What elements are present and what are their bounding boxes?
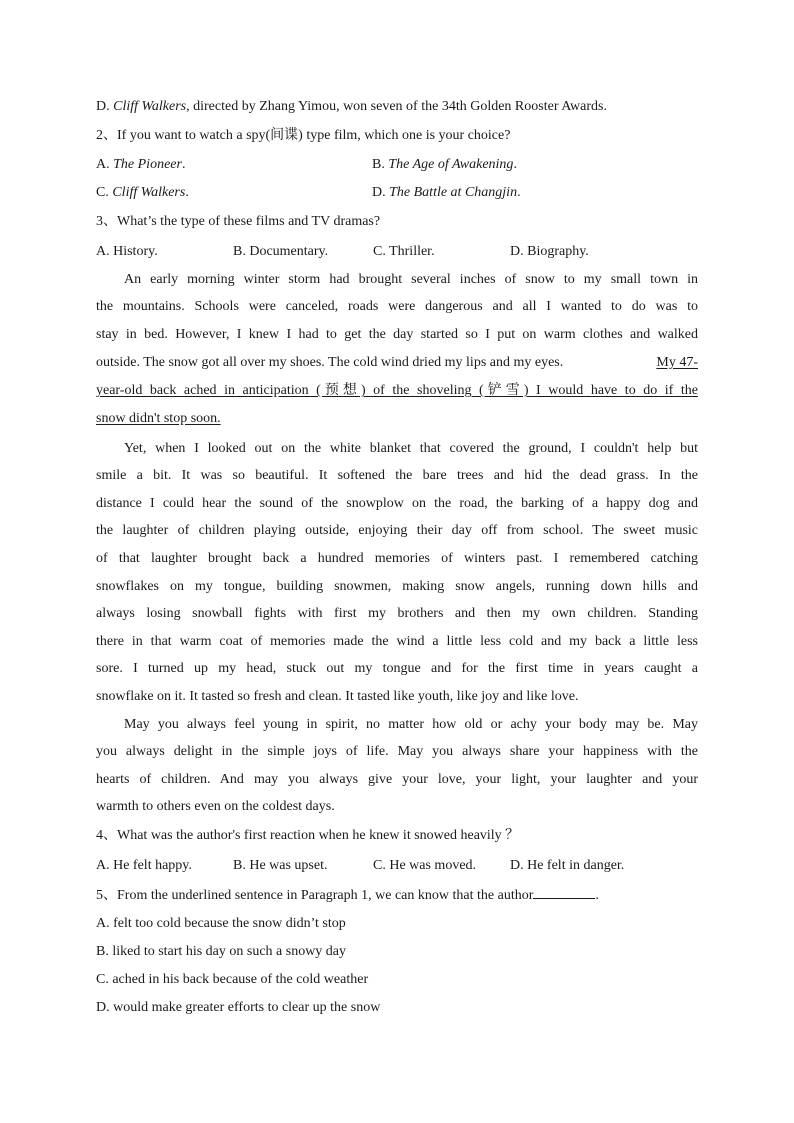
passage-p2-line-10: snowflake on it. It tasted so fresh and clean. It tasted like youth, like joy and like love. bbox=[96, 689, 579, 704]
answer-blank[interactable] bbox=[533, 885, 595, 899]
passage-p3-line-3: hearts of children. And may you always give your love, your light, your laughter and your bbox=[96, 772, 698, 787]
underlined-sentence-start: My 47- bbox=[656, 355, 698, 370]
q3-option-b: B. Documentary. bbox=[233, 244, 329, 259]
passage-p2-line-3: distance I could hear the sound of the snowplow on the road, the barking of a happy dog and bbox=[96, 496, 698, 511]
q4-option-a: A. He felt happy. bbox=[96, 858, 192, 873]
passage-p2-line-5: of that laughter brought back a hundred memories of winters past. I remembered catching bbox=[96, 551, 698, 566]
q4-stem: 4、What was the author's first reaction when he knew it snowed heavily ？ bbox=[96, 828, 520, 843]
passage-p3-line-4: warmth to others even on the coldest days. bbox=[96, 799, 335, 814]
passage-p2-line-2: smile a bit. It was so beautiful. It softened the bare trees and hid the dead grass. In the bbox=[96, 468, 698, 483]
passage-p1-line-3: stay in bed. However, I knew I had to get the day started so I put on warm clothes and walked bbox=[96, 327, 698, 342]
q2-option-c: C. Cliff Walkers. bbox=[96, 185, 189, 200]
q5-option-d: D. would make greater efforts to clear up the snow bbox=[96, 1000, 381, 1015]
q2-stem: 2、If you want to watch a spy(间谍) type film, which one is your choice? bbox=[96, 128, 511, 143]
passage-p1-line-2: the mountains. Schools were canceled, roads were dangerous and all I wanted to do was to bbox=[96, 299, 698, 314]
passage-p1-line-4: outside. The snow got all over my shoes. The cold wind dried my lips and my eyes. My 47- bbox=[96, 355, 698, 370]
passage-p2-line-9: sore. I turned up my head, stuck out my tongue and for the first time in years caught a bbox=[96, 661, 698, 676]
q4-option-b: B. He was upset. bbox=[233, 858, 328, 873]
q5-option-c: C. ached in his back because of the cold weather bbox=[96, 972, 369, 987]
passage-p3-line-1: May you always feel young in spirit, no matter how old or achy your body may be. May bbox=[124, 717, 698, 732]
q3-stem: 3、What’s the type of these films and TV dramas? bbox=[96, 214, 381, 229]
passage-p2-line-1: Yet, when I looked out on the white blanket that covered the ground, I couldn't help but bbox=[124, 441, 698, 456]
passage-p2-line-4: the laughter of children playing outside, enjoying their day off from school. The sweet music bbox=[96, 523, 698, 538]
passage-p3-line-2: you always delight in the simple joys of life. May you always share your happiness with the bbox=[96, 744, 698, 759]
underlined-sentence-line-2: year-old back ached in anticipation (预想) of the shoveling (铲雪) I would have to do if the bbox=[96, 383, 698, 398]
q4-option-d: D. He felt in danger. bbox=[510, 858, 625, 873]
passage-p2-line-7: always losing snowball fights with first my brothers and then my own children. Standing bbox=[96, 606, 698, 621]
q2-option-b: B. The Age of Awakening. bbox=[372, 157, 517, 172]
q5-option-a: A. felt too cold because the snow didn’t stop bbox=[96, 916, 346, 931]
q1-option-d-title: Cliff Walkers bbox=[113, 99, 187, 114]
q4-option-c: C. He was moved. bbox=[373, 858, 477, 873]
q2-option-a: A. The Pioneer. bbox=[96, 157, 186, 172]
passage-p2-line-8: there in that warm coat of memories made the wind a little less cold and my back a little less bbox=[96, 634, 698, 649]
passage-p2-line-6: snowflakes on my tongue, building snowmen, making snow angels, running down hills and bbox=[96, 579, 698, 594]
q5-option-b: B. liked to start his day on such a snowy day bbox=[96, 944, 347, 959]
q3-option-c: C. Thriller. bbox=[373, 244, 435, 259]
q5-stem: 5、From the underlined sentence in Paragraph 1, we can know that the author . bbox=[96, 885, 599, 905]
q2-option-d: D. The Battle at Changjin. bbox=[372, 185, 521, 200]
q3-option-d: D. Biography. bbox=[510, 244, 589, 259]
underlined-sentence-line-3: snow didn't stop soon. bbox=[96, 411, 221, 426]
passage-p1-line-1: An early morning winter storm had brought several inches of snow to my small town in bbox=[124, 272, 698, 287]
q1-option-d: D. Cliff Walkers, directed by Zhang Yimou, won seven of the 34th Golden Rooster Awards. bbox=[96, 99, 607, 114]
q3-option-a: A. History. bbox=[96, 244, 158, 259]
